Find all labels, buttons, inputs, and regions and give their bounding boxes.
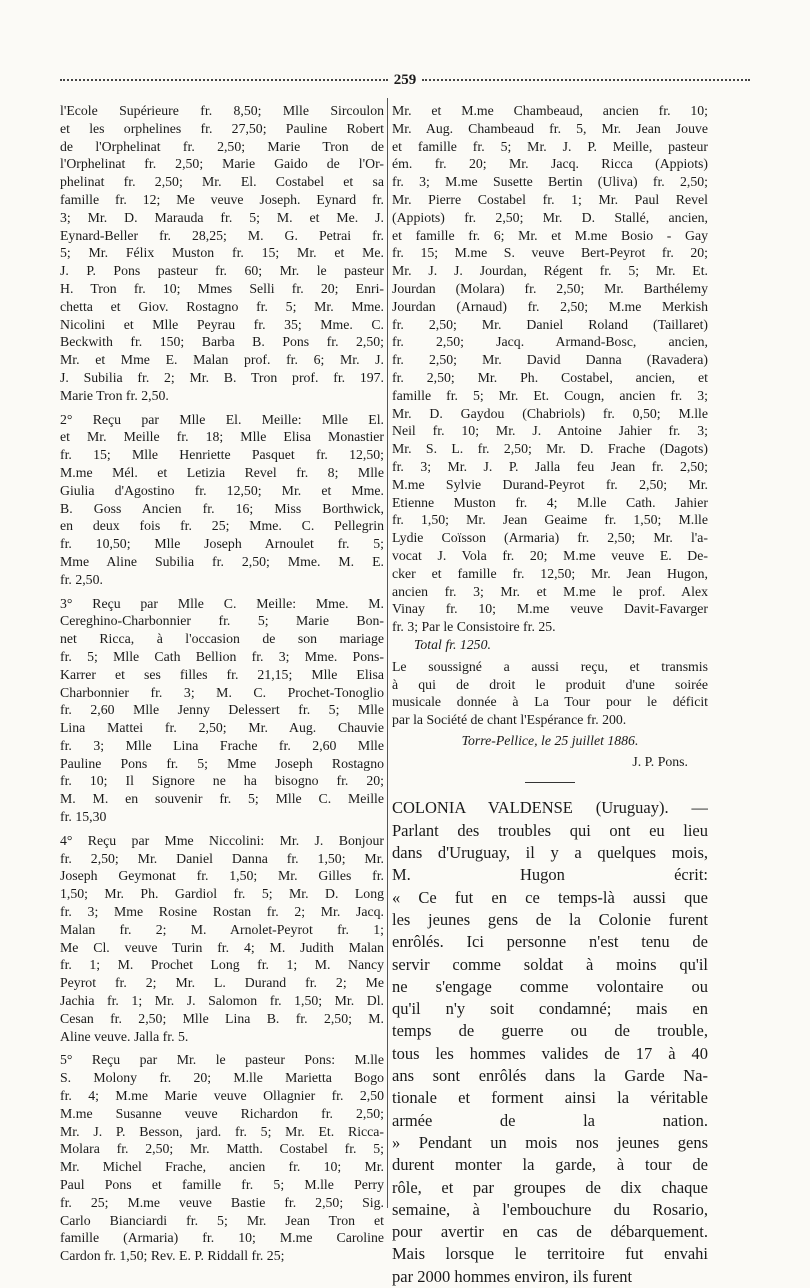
text-line: Mr. et Mme E. Malan prof. fr. 6; Mr. J. — [60, 352, 384, 368]
header-rule-left — [60, 79, 388, 81]
text-line: tionale et forment ainsi la véritable — [392, 1088, 708, 1108]
text-line: l'Ecole Supérieure fr. 8,50; Mlle Sircoulon — [60, 103, 384, 118]
text-line: Etienne Muston fr. 4; M.lle Cath. Jahier — [392, 494, 708, 510]
text-line: « Ce fut en ce temps-là aussi que — [392, 887, 708, 907]
text-line: 5; Mr. Félix Muston fr. 15; Mr. et Me. — [60, 245, 384, 261]
text-line: fr. 15; M.me S. veuve Bert-Peyrot fr. 20; — [392, 245, 708, 261]
text-line: Eynard-Beller fr. 28,25; M. G. Petrai fr. — [60, 227, 384, 243]
text-line: Marie Tron fr. 2,50. — [60, 387, 169, 403]
text-line: » Pendant un mois nos jeunes gens — [392, 1132, 708, 1152]
text-line: fr. 3; Mr. J. P. Jalla feu Jean fr. 2,50; — [392, 458, 708, 474]
donation-list-4 — [60, 832, 384, 1046]
text-line: armée de la nation. — [392, 1110, 708, 1130]
text-line: de l'Orphelinat fr. 2,50; Marie Tron de — [60, 138, 384, 154]
text-line: chetta et Giov. Rostagno fr. 5; Mr. Mme. — [60, 298, 384, 314]
text-line: famille fr. 5; Mr. Et. Cougn, ancien fr. 3; — [392, 387, 708, 403]
text-line: semaine, à l'embouchure du Rosario, — [392, 1199, 708, 1219]
text-line: Parlant des troubles qui ont eu lieu — [392, 820, 708, 840]
text-line: fr. 3; M.me Susette Bertin (Uliva) fr. 2,50; — [392, 174, 708, 190]
text-line: servir comme soldat à moins qu'il — [392, 954, 708, 974]
text-line: et famille fr. 5; Mr. J. P. Meille, pasteur — [392, 138, 708, 154]
total-line: Total fr. 1250. — [414, 636, 491, 652]
text-line: M.me Mél. et Letizia Revel fr. 8; Mlle — [60, 464, 384, 480]
donation-list-5 — [60, 1051, 384, 1265]
text-line: fr. 2,50; Mr. Daniel Roland (Taillaret) — [392, 316, 708, 332]
text-line: fr. 1; M. Prochet Long fr. 1; M. Nancy — [60, 957, 384, 973]
signature: J. P. Pons. — [632, 753, 688, 769]
text-line: enrôlés. Ici personne n'est tenu de — [392, 932, 708, 952]
text-line: musicale donnée à La Tour pour le déficit — [392, 694, 708, 710]
text-line: fr. 2,60 Mlle Jenny Delessert fr. 5; Mlle — [60, 702, 384, 718]
text-line: Peyrot fr. 2; Mr. L. Durand fr. 2; Me — [60, 975, 384, 991]
text-line: et les orphelines fr. 27,50; Pauline Robert — [60, 120, 384, 136]
text-line: fr. 4; M.me Marie veuve Ollagnier fr. 2,50 — [60, 1088, 384, 1104]
text-line: fr. 2,50; Mr. Ph. Costabel, ancien, et — [392, 369, 708, 385]
text-line: fr. 10,50; Mlle Joseph Arnoulet fr. 5; — [60, 536, 384, 552]
text-line: fr. 2,50; Mr. Daniel Danna fr. 1,50; Mr. — [60, 850, 384, 866]
text-line: Jachia fr. 1; Mr. J. Salomon fr. 1,50; Mr. Dl. — [60, 993, 384, 1009]
text-line: Molara fr. 2,50; Mr. Matth. Costabel fr. 5; — [60, 1141, 384, 1157]
text-line: 3; Mr. D. Marauda fr. 5; M. et Me. J. — [60, 209, 384, 225]
text-line: fr. 5; Mlle Cath Bellion fr. 3; Mme. Pons- — [60, 648, 384, 664]
donation-list-1 — [60, 102, 384, 405]
text-line: temps de guerre ou de trouble, — [392, 1021, 708, 1041]
text-line: phelinat fr. 2,50; Mr. El. Costabel et sa — [60, 174, 384, 190]
text-line: fr. 2,50; Jacq. Armand-Bosc, ancien, — [392, 334, 708, 350]
text-line: Aline veuve. Jalla fr. 5. — [60, 1028, 189, 1044]
text-line: Giulia d'Agostino fr. 12,50; Mr. et Mme. — [60, 482, 384, 498]
text-line: fr. 3; Mlle Lina Frache fr. 2,60 Mlle — [60, 737, 384, 753]
text-line: Mr. et M.me Chambeaud, ancien fr. 10; — [392, 103, 708, 118]
text-line: tous les hommes valides de 17 à 40 — [392, 1043, 708, 1063]
page-number: 259 — [393, 71, 417, 88]
text-line: durent monter la garde, à tour de — [392, 1155, 708, 1175]
text-line: Jourdan (Molara) fr. 2,50; Mr. Barthélemy — [392, 280, 708, 296]
text-line: Le soussigné a aussi reçu, et transmis — [392, 658, 708, 674]
text-line: pour avertir en cas de débarquement. — [392, 1222, 708, 1242]
text-line: Mr. D. Gaydou (Chabriols) fr. 0,50; M.lle — [392, 405, 708, 421]
text-line: Cereghino-Charbonnier fr. 5; Marie Bon- — [60, 613, 384, 629]
text-line: COLONIA VALDENSE (Uruguay). — — [392, 798, 708, 818]
text-line: en deux fois fr. 25; Mme. C. Pellegrin — [60, 518, 384, 534]
text-line: Paul Pons et famille fr. 5; M.lle Perry — [60, 1177, 384, 1193]
text-line: fr. 1,50; Mr. Jean Geaime fr. 1,50; M.lle — [392, 512, 708, 528]
text-line: ne s'engage comme volontaire ou — [392, 976, 708, 996]
page-header — [60, 70, 750, 90]
text-line: Nicolini et Mlle Peyrau fr. 35; Mme. C. — [60, 316, 384, 332]
text-line: M. M. en souvenir fr. 5; Mlle C. Meille — [60, 791, 384, 807]
donation-list-5-continued — [392, 102, 708, 636]
text-line: ém. fr. 20; Mr. Jacq. Ricca (Appiots) — [392, 156, 708, 172]
text-line: Beckwith fr. 150; Barba B. Pons fr. 2,50; — [60, 334, 384, 350]
text-line: Mais lorsque le territoire fut envahi — [392, 1244, 708, 1264]
header-rule-right — [422, 79, 750, 81]
donation-list-2 — [60, 411, 384, 589]
text-line: M.me Sylvie Durand-Peyrot fr. 2,50; Mr. — [392, 476, 708, 492]
text-line: B. Goss Ancien fr. 16; Miss Borthwick, — [60, 500, 384, 516]
text-line: Pauline Pons fr. 5; Mme Joseph Rostagno — [60, 755, 384, 771]
text-line: 3° Reçu par Mlle C. Meille: Mme. M. — [60, 595, 384, 611]
text-line: net Ricca, à l'occasion de son mariage — [60, 631, 384, 647]
text-line: H. Tron fr. 10; Mmes Selli fr. 20; Enri- — [60, 280, 384, 296]
text-line: Vinay fr. 10; M.me veuve Davit-Favarger — [392, 601, 708, 617]
text-line: 2° Reçu par Mlle El. Meille: Mlle El. — [60, 411, 384, 427]
text-line: rôle, et par groupes de dix chaque — [392, 1177, 708, 1197]
text-line: S. Molony fr. 20; M.lle Marietta Bogo — [60, 1070, 384, 1086]
text-line: qu'il n'y soit condamné; mais en — [392, 999, 708, 1019]
text-line: Mr. Pierre Costabel fr. 1; Mr. Paul Revel — [392, 191, 708, 207]
text-line: Lydie Coïsson (Armaria) fr. 2,50; Mr. l'a- — [392, 530, 708, 546]
text-line: Karrer et ses filles fr. 21,15; Mlle Elisa — [60, 666, 384, 682]
column-divider — [387, 98, 388, 1208]
text-line: Cesan fr. 2,50; Mlle Lina B. fr. 2,50; M. — [60, 1010, 384, 1026]
text-line: Charbonnier fr. 3; M. C. Prochet-Tonoglio — [60, 684, 384, 700]
text-line: Lina Mattei fr. 2,50; Mr. Aug. Chauvie — [60, 720, 384, 736]
text-line: fr. 15; Mlle Henriette Pasquet fr. 12,50; — [60, 447, 384, 463]
text-line: fr. 2,50; Mr. David Danna (Ravadera) — [392, 352, 708, 368]
text-line: fr. 15,30 — [60, 809, 107, 825]
text-line: ancien fr. 3; Mr. et M.me le prof. Alex — [392, 583, 708, 599]
text-line: et Mr. Meille fr. 18; Mlle Elisa Monastier — [60, 429, 384, 445]
text-line: Jourdan (Arnaud) fr. 2,50; M.me Merkish — [392, 298, 708, 314]
text-line: Neil fr. 10; Mr. J. Antoine Jahier fr. 3; — [392, 423, 708, 439]
text-line: M. Hugon écrit: — [392, 865, 708, 885]
text-line: et famille fr. 6; Mr. et M.me Bosio - Gay — [392, 227, 708, 243]
text-line: 5° Reçu par Mr. le pasteur Pons: M.lle — [60, 1052, 384, 1068]
colonia-valdense-article — [392, 797, 708, 1288]
text-line: famille fr. 12; Me veuve Joseph. Eynard fr. — [60, 191, 384, 207]
text-line: J. Subilia fr. 2; Mr. B. Tron prof. fr. 197. — [60, 369, 384, 385]
text-line: (Appiots) fr. 2,50; Mr. D. Stallé, ancien, — [392, 209, 708, 225]
text-line: 1,50; Mr. Ph. Gardiol fr. 5; Mr. D. Long — [60, 886, 384, 902]
donation-list-3 — [60, 595, 384, 826]
text-line: famille (Armaria) fr. 10; M.me Caroline — [60, 1230, 384, 1246]
text-line: Mr. S. L. fr. 2,50; Mr. D. Frache (Dagots) — [392, 441, 708, 457]
text-line: les jeunes gens de la Colonie furent — [392, 909, 708, 929]
date-line: Torre-Pellice, le 25 juillet 1886. — [461, 732, 639, 748]
section-separator — [525, 782, 575, 783]
text-line: l'Orphelinat fr. 2,50; Marie Gaido de l'Or- — [60, 156, 384, 172]
text-line: Mr. Michel Frache, ancien fr. 10; Mr. — [60, 1159, 384, 1175]
text-line: fr. 3; Par le Consistoire fr. 25. — [392, 619, 556, 635]
text-line: Mr. Aug. Chambeaud fr. 5, Mr. Jean Jouve — [392, 120, 708, 136]
text-line: dans d'Uruguay, il y a quelques mois, — [392, 843, 708, 863]
text-line: Me Cl. veuve Turin fr. 4; M. Judith Malan — [60, 939, 384, 955]
text-line: à qui de droit le produit d'une soirée — [392, 676, 708, 692]
text-line: Mr. J. P. Besson, jard. fr. 5; Mr. Et. Ricca- — [60, 1123, 384, 1139]
additional-receipt — [392, 658, 708, 729]
text-line: M.me Susanne veuve Richardon fr. 2,50; — [60, 1105, 384, 1121]
text-line: ans sont enrôlés dans la Garde Na- — [392, 1066, 708, 1086]
text-line: Mr. J. J. Jourdan, Régent fr. 5; Mr. Et. — [392, 263, 708, 279]
text-line: Malan fr. 2; M. Arnolet-Peyrot fr. 1; — [60, 921, 384, 937]
text-line: vocat J. Vola fr. 20; M.me veuve E. De- — [392, 547, 708, 563]
text-line: par la Société de chant l'Espérance fr. 200. — [392, 712, 627, 728]
text-line: Mme Aline Subilia fr. 2,50; Mme. M. E. — [60, 553, 384, 569]
text-line: fr. 2,50. — [60, 571, 103, 587]
text-line: 4° Reçu par Mme Niccolini: Mr. J. Bonjour — [60, 832, 384, 848]
text-line: fr. 25; M.me veuve Bastie fr. 2,50; Sig. — [60, 1194, 384, 1210]
text-line: Cardon fr. 1,50; Rev. E. P. Riddall fr. 25; — [60, 1248, 285, 1264]
left-column — [60, 102, 384, 1265]
text-line: J. P. Pons pasteur fr. 60; Mr. le pasteur — [60, 263, 384, 279]
text-line: Joseph Geymonat fr. 1,50; Mr. Gilles fr. — [60, 868, 384, 884]
text-line: par 2000 hommes environ, ils furent — [392, 1266, 633, 1286]
text-line: fr. 3; Mme Rosine Rostan fr. 2; Mr. Jacq. — [60, 904, 384, 920]
text-line: fr. 10; Il Signore ne ha bisogno fr. 20; — [60, 773, 384, 789]
right-column — [392, 102, 708, 1288]
text-line: Carlo Bianciardi fr. 5; Mr. Jean Tron et — [60, 1212, 384, 1228]
text-line: cker et famille fr. 12,50; Mr. Jean Hugon, — [392, 565, 708, 581]
